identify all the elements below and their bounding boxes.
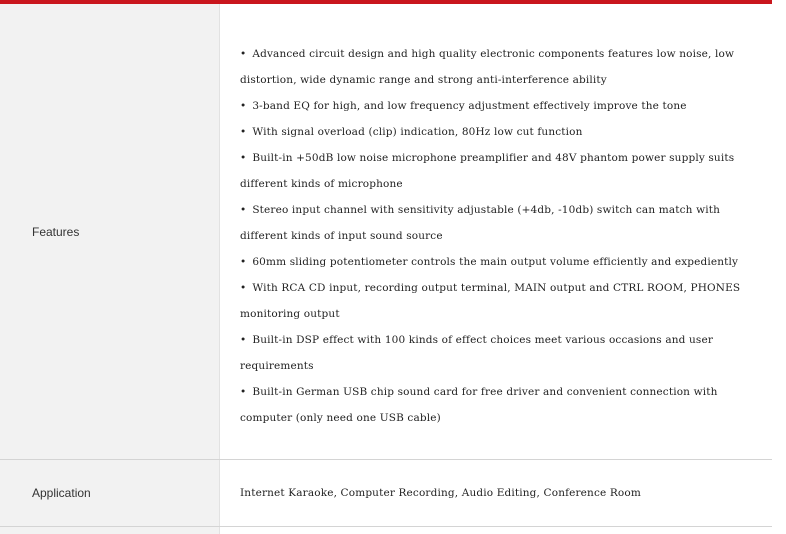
feature-item (240, 41, 752, 93)
feature-item (240, 249, 752, 275)
feature-text: With RCA CD input, recording output terminal, MAIN output and CTRL ROOM, PHONES monitoring output (240, 281, 741, 320)
features-label: Features (32, 224, 80, 239)
features-label-cell (0, 4, 220, 460)
next-value-cell (220, 527, 773, 534)
bullet-icon: • (240, 255, 247, 268)
bullet-icon: • (240, 151, 247, 164)
application-value: Internet Karaoke, Computer Recording, Audio Editing, Conference Room (240, 487, 641, 499)
bullet-icon: • (240, 281, 247, 294)
spec-row-next (0, 527, 772, 534)
feature-text: Stereo input channel with sensitivity adjustable (+4db, -10db) switch can match with different kinds of input sound source (240, 203, 720, 242)
feature-item (240, 119, 752, 145)
bullet-icon: • (240, 385, 247, 398)
application-label: Application (32, 486, 91, 500)
spec-row-features (0, 4, 772, 460)
feature-text: 3-band EQ for high, and low frequency adjustment effectively improve the tone (252, 99, 687, 112)
feature-text: Advanced circuit design and high quality electronic components features low noise, low distortion, wide dynamic range and strong anti-interference ability (240, 47, 735, 86)
feature-text: With signal overload (clip) indication, 80Hz low cut function (252, 125, 583, 138)
features-value-cell (220, 4, 773, 460)
feature-item (240, 93, 752, 119)
feature-item (240, 145, 752, 197)
feature-item (240, 275, 752, 327)
feature-item (240, 197, 752, 249)
feature-list (240, 41, 752, 431)
bullet-icon: • (240, 333, 247, 346)
spec-table (0, 4, 772, 534)
feature-item (240, 379, 752, 431)
bullet-icon: • (240, 203, 247, 216)
application-label-cell (0, 460, 220, 527)
bullet-icon: • (240, 125, 247, 138)
feature-text: Built-in +50dB low noise microphone preamplifier and 48V phantom power supply suits different kinds of microphone (240, 151, 735, 190)
application-value-cell (220, 460, 773, 527)
bullet-icon: • (240, 99, 247, 112)
feature-text: Built-in German USB chip sound card for free driver and convenient connection with computer (only need one USB cable) (240, 385, 718, 424)
feature-item (240, 327, 752, 379)
next-label-cell (0, 527, 220, 534)
feature-text: 60mm sliding potentiometer controls the main output volume efficiently and expediently (252, 255, 739, 268)
feature-text: Built-in DSP effect with 100 kinds of effect choices meet various occasions and user requirements (240, 333, 714, 372)
bullet-icon: • (240, 47, 247, 60)
spec-row-application (0, 460, 772, 527)
